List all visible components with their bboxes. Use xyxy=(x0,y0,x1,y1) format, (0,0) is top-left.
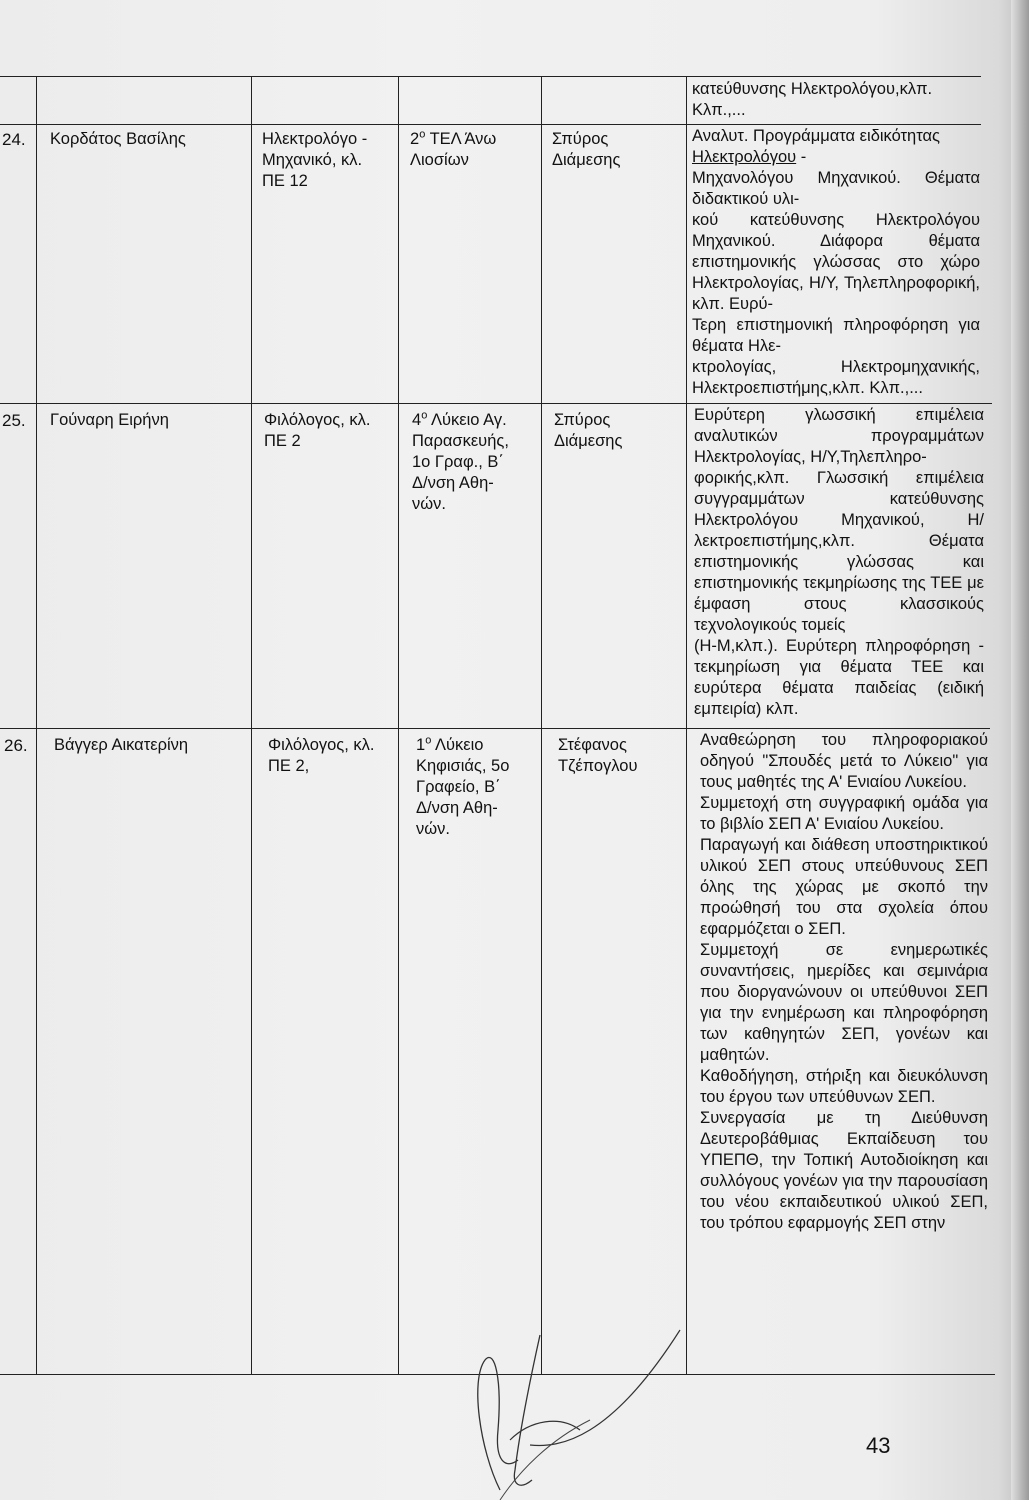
school xyxy=(410,129,538,171)
row-divider xyxy=(0,728,990,729)
school-text: Λύκειο Κηφισιάς, 5ο Γραφείο, Β΄ Δ/νση Αθη- νών. xyxy=(416,736,510,838)
person-name: Γούναρη Ειρήνη xyxy=(50,411,169,429)
table-top-border xyxy=(0,76,981,77)
ordinal-mark: ο xyxy=(419,128,426,141)
advisor: Σπύρος Διάμεσης xyxy=(554,411,623,450)
school-number: 1 xyxy=(416,736,426,754)
row-divider xyxy=(0,124,981,125)
school xyxy=(412,410,538,515)
ordinal-mark: ο xyxy=(425,734,432,747)
school-text: Λύκειο Αγ. Παρασκευής, 1ο Γραφ., Β΄ Δ/νση Αθη- νών. xyxy=(412,411,509,513)
handwritten-signature xyxy=(440,1320,700,1500)
person-name: Βάγγερ Αικατερίνη xyxy=(54,736,189,754)
column-divider xyxy=(251,76,252,1374)
page-number: 43 xyxy=(866,1433,891,1458)
row-number: 24. xyxy=(2,130,26,149)
column-divider xyxy=(398,76,399,1374)
school-text: ΤΕΛ Άνω Λιοσίων xyxy=(410,130,497,169)
column-divider xyxy=(686,76,687,1374)
work-text-underlined: Ηλεκτρολόγου xyxy=(692,148,797,166)
person-name: Κορδάτος Βασίλης xyxy=(50,130,186,148)
continuation-text: κατεύθυνσης Ηλεκτρολόγου,κλπ. Κλπ.,... xyxy=(692,80,933,119)
column-divider xyxy=(36,76,37,1374)
work-description xyxy=(692,126,980,399)
advisor: Στέφανος Τζέπογλου xyxy=(558,736,638,775)
specialty: Φιλόλογος, κλ. ΠΕ 2 xyxy=(264,411,371,450)
school-number: 4 xyxy=(412,411,422,429)
advisor: Σπύρος Διάμεσης xyxy=(552,130,621,169)
column-divider xyxy=(541,76,542,1374)
work-text: - Μηχανολόγου Μηχανικού. Θέματα διδακτικού υλι- κού κατεύθυνσης Ηλεκτρολόγου Μηχανικού. Διάφορα θέματα επιστημονικής γλώσσας στο χώρο Ηλεκτρολογίας, Η/Υ, Τηλεπληροφορική, κλπ. Ευρύ- Τερη επιστημονική πληροφόρηση για θέματα Ηλε- κτρολογίας, Ηλεκτρομηχανικής, Ηλεκτροεπιστήμης,κλπ. Κλπ.,... xyxy=(692,148,980,397)
school xyxy=(416,735,540,840)
work-text: Αναλυτ. Προγράμματα ειδικότητας xyxy=(692,127,941,145)
row-divider xyxy=(0,403,992,404)
row-number: 26. xyxy=(4,736,28,755)
work-description: Ευρύτερη γλωσσική επιμέλεια αναλυτικών προγραμμάτων Ηλεκτρολογίας, Η/Υ,Τηλεπληρο- φορικής,κλπ. Γλωσσική επιμέλεια συγγραμμάτων κατεύθυνσης Ηλεκτρολόγου Μηχανικού, Η/λεκτροεπιστήμης,κλπ. Θέματα επιστημονικής γλώσσας και επιστημονικής τεκμηρίωσης της ΤΕΕ με έμφαση στους κλασσικούς τεχνολογικούς τομείς (Η-Μ,κλπ.). Ευρύτερη πληροφόρηση - τεκμηρίωση για θέματα ΤΕΕ και ευρύτερα θέματα παιδείας (ειδική εμπειρία) κλπ. xyxy=(694,406,984,718)
page-edge-shadow xyxy=(1011,0,1029,1500)
specialty: Φιλόλογος, κλ. ΠΕ 2, xyxy=(268,736,375,775)
work-description: Αναθεώρηση του πληροφοριακού οδηγού "Σπουδές μετά το Λύκειο" για τους μαθητές της Α' Ενιαίου Λυκείου. Συμμετοχή στη συγγραφική ομάδα για το βιβλίο ΣΕΠ Α' Ενιαίου Λυκείου. Παραγωγή και διάθεση υποστηρικτικού υλικού ΣΕΠ στους υπεύθυνους ΣΕΠ όλης της χώρας με σκοπό την προώθησή του στα σχολεία όπου εφαρμόζεται ο ΣΕΠ. Συμμετοχή σε ενημερωτικές συναντήσεις, ημερίδες και σεμινάρια που διοργανώνουν οι υπεύθυνοι ΣΕΠ για την ενημέρωση και πληροφόρηση των καθηγητών ΣΕΠ, γονέων και μαθητών. Καθοδήγηση, στήριξη και διευκόλυνση του έργου των υπεύθυνων ΣΕΠ. Συνεργασία με τη Διεύθυνση Δευτεροβάθμιας Εκπαίδευση του ΥΠΕΠΘ, την Τοπική Αυτοδιοίκηση και συλλόγους γονέων για την παρουσίαση του νέου εκπαιδευτικού υλικού ΣΕΠ, του τρόπου εφαρμογής ΣΕΠ στην xyxy=(700,731,988,1232)
ordinal-mark: ο xyxy=(421,409,428,422)
row-number: 25. xyxy=(2,411,26,430)
specialty: Ηλεκτρολόγο - Μηχανικό, κλ. ΠΕ 12 xyxy=(262,130,368,190)
school-number: 2 xyxy=(410,130,420,148)
